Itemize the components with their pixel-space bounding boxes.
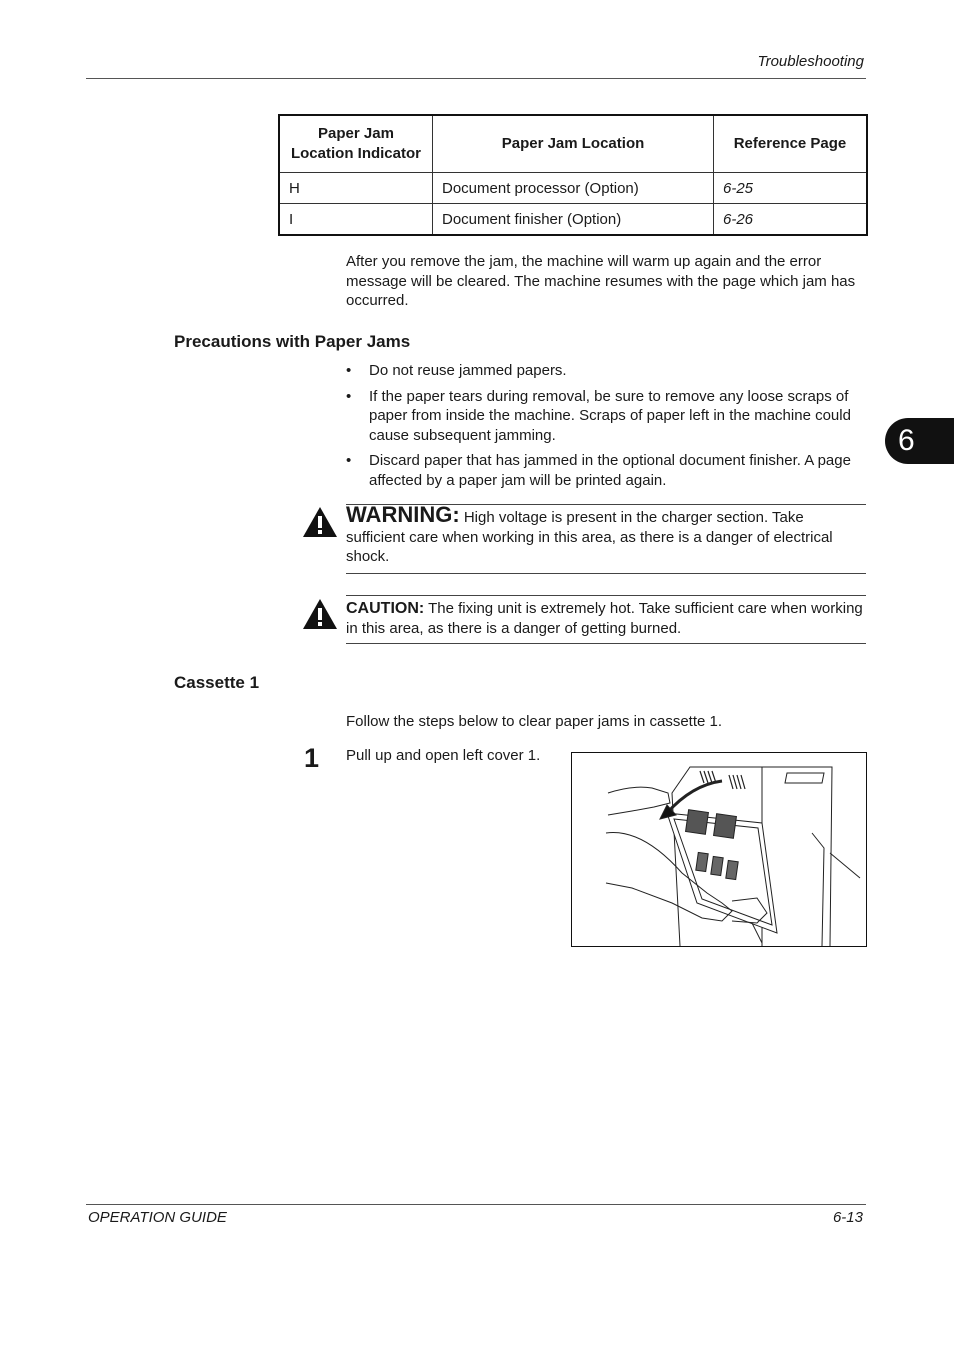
bullet-icon: •: [346, 362, 352, 379]
caution-notice: [346, 595, 866, 644]
table-row: [279, 173, 867, 204]
warning-notice: [346, 504, 866, 574]
list-item: [346, 387, 866, 446]
caution-triangle-icon: [302, 598, 338, 630]
table-header-row: [279, 115, 867, 173]
bullet-icon: •: [346, 452, 352, 469]
column-header-reference: Reference Page: [714, 115, 868, 173]
warning-label: WARNING:: [346, 502, 460, 527]
precautions-list: [346, 361, 866, 496]
bullet-icon: •: [346, 387, 352, 405]
cassette-intro: Follow the steps below to clear paper jams in cassette 1.: [346, 713, 723, 730]
indicator-cell: H: [279, 173, 433, 204]
column-header-indicator: Paper Jam Location Indicator: [279, 115, 433, 173]
table-row: [279, 204, 867, 236]
list-item-text: Do not reuse jammed papers.: [369, 362, 567, 379]
location-cell: Document finisher (Option): [433, 204, 714, 236]
caution-label: CAUTION:: [346, 600, 425, 617]
list-item-text: Discard paper that has jammed in the optional document finisher. A page affected by a paper jam will be printed again.: [369, 452, 851, 489]
header-rule: [86, 78, 866, 79]
footer-page-number: 6-13: [832, 1209, 863, 1226]
step-text: Pull up and open left cover 1.: [346, 747, 541, 764]
footer-guide-title: OPERATION GUIDE: [88, 1209, 227, 1226]
cassette-heading: Cassette 1: [174, 673, 260, 692]
warning-triangle-icon: [302, 506, 338, 538]
list-item-text: If the paper tears during removal, be sure to remove any loose scraps of paper from inside the machine. Scraps of paper left in the machine could cause subsequent jamming.: [369, 387, 851, 444]
reference-cell: 6-25: [714, 173, 868, 204]
running-header: Troubleshooting: [757, 53, 864, 70]
indicator-cell: I: [279, 204, 433, 236]
open-left-cover-illustration: [571, 752, 867, 947]
location-cell: Document processor (Option): [433, 173, 714, 204]
reference-cell: 6-26: [714, 204, 868, 236]
column-header-location: Paper Jam Location: [433, 115, 714, 173]
paper-jam-table: [278, 114, 868, 236]
list-item: [346, 451, 866, 490]
footer-rule: [86, 1204, 866, 1205]
after-jam-paragraph: After you remove the jam, the machine will warm up again and the error message will be cleared. The machine resumes with the page which jam has occurred.: [346, 253, 856, 309]
precautions-heading: Precautions with Paper Jams: [174, 332, 411, 351]
chapter-tab: 6: [885, 418, 954, 464]
caution-text: The fixing unit is extremely hot. Take sufficient care when working in this area, as there is a danger of getting burned.: [346, 600, 863, 637]
list-item: [346, 361, 866, 381]
step-number: 1: [304, 743, 320, 773]
warning-text: High voltage is present in the charger section. Take sufficient care when working in this area, as there is a danger of electrical shock.: [346, 509, 833, 565]
